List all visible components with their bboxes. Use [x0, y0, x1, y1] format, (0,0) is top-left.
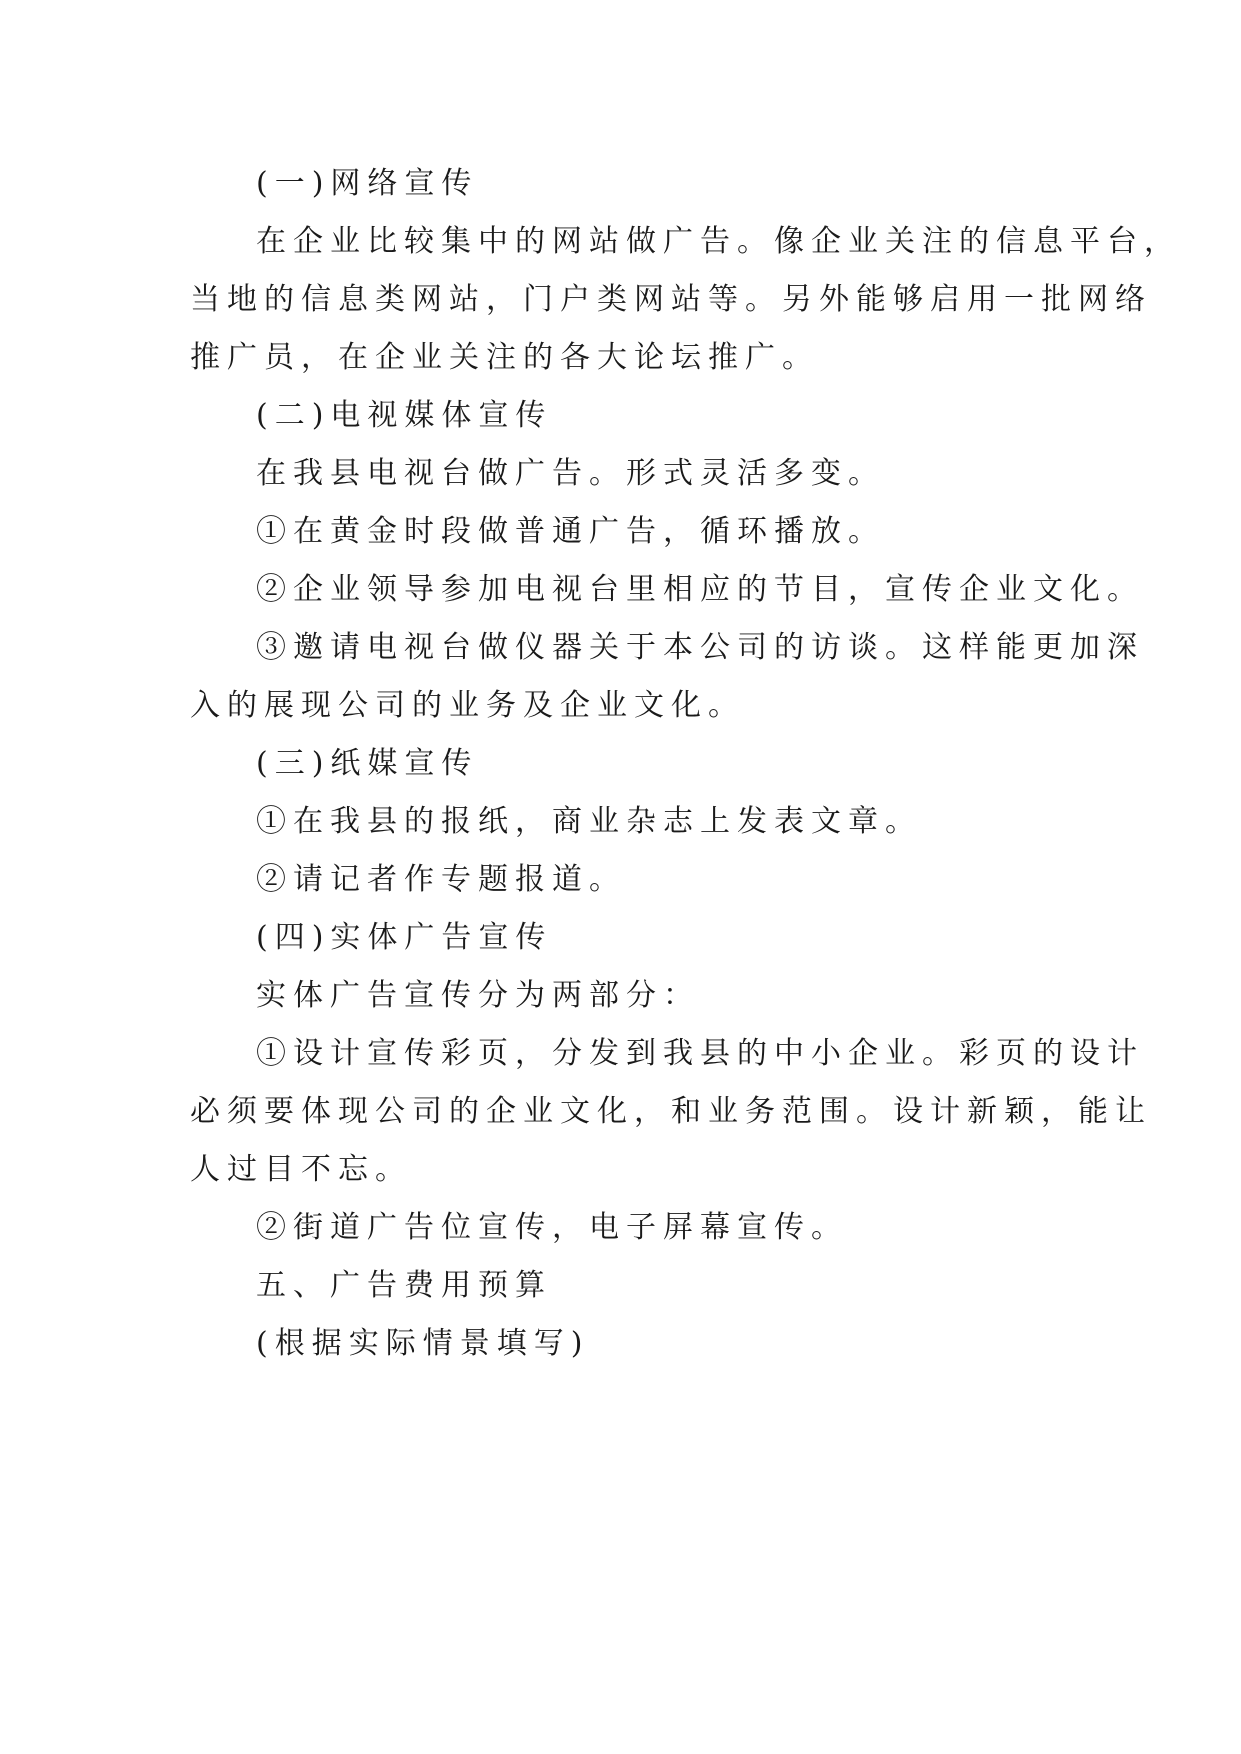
- section-heading-tv: (二)电视媒体宣传: [256, 398, 553, 433]
- list-item: ①在黄金时段做普通广告，循环播放。: [256, 514, 885, 549]
- section-heading-print: (三)纸媒宣传: [256, 746, 479, 781]
- list-item: ③邀请电视台做仪器关于本公司的访谈。这样能更加深: [256, 630, 1144, 665]
- list-item: ②街道广告位宣传，电子屏幕宣传。: [256, 1210, 848, 1245]
- list-item: ②企业领导参加电视台里相应的节目，宣传企业文化。: [256, 572, 1144, 607]
- list-item-continuation: 必须要体现公司的企业文化，和业务范围。设计新颖，能让: [190, 1094, 1152, 1129]
- section-heading-physical-ads: (四)实体广告宣传: [256, 920, 553, 955]
- section-heading-online: (一)网络宣传: [256, 166, 479, 201]
- section-heading-budget: 五、广告费用预算: [256, 1268, 552, 1303]
- paragraph-line: 实体广告宣传分为两部分：: [256, 978, 700, 1013]
- list-item-continuation: 人过目不忘。: [190, 1152, 412, 1187]
- paragraph-line: (根据实际情景填写): [256, 1326, 590, 1361]
- list-item: ①设计宣传彩页，分发到我县的中小企业。彩页的设计: [256, 1036, 1144, 1071]
- paragraph-line: 推广员，在企业关注的各大论坛推广。: [190, 340, 819, 375]
- paragraph-line: 在企业比较集中的网站做广告。像企业关注的信息平台，: [256, 224, 1181, 259]
- paragraph-line: 当地的信息类网站，门户类网站等。另外能够启用一批网络: [190, 282, 1152, 317]
- list-item-continuation: 入的展现公司的业务及企业文化。: [190, 688, 745, 723]
- list-item: ①在我县的报纸，商业杂志上发表文章。: [256, 804, 922, 839]
- paragraph-line: 在我县电视台做广告。形式灵活多变。: [256, 456, 885, 491]
- list-item: ②请记者作专题报道。: [256, 862, 626, 897]
